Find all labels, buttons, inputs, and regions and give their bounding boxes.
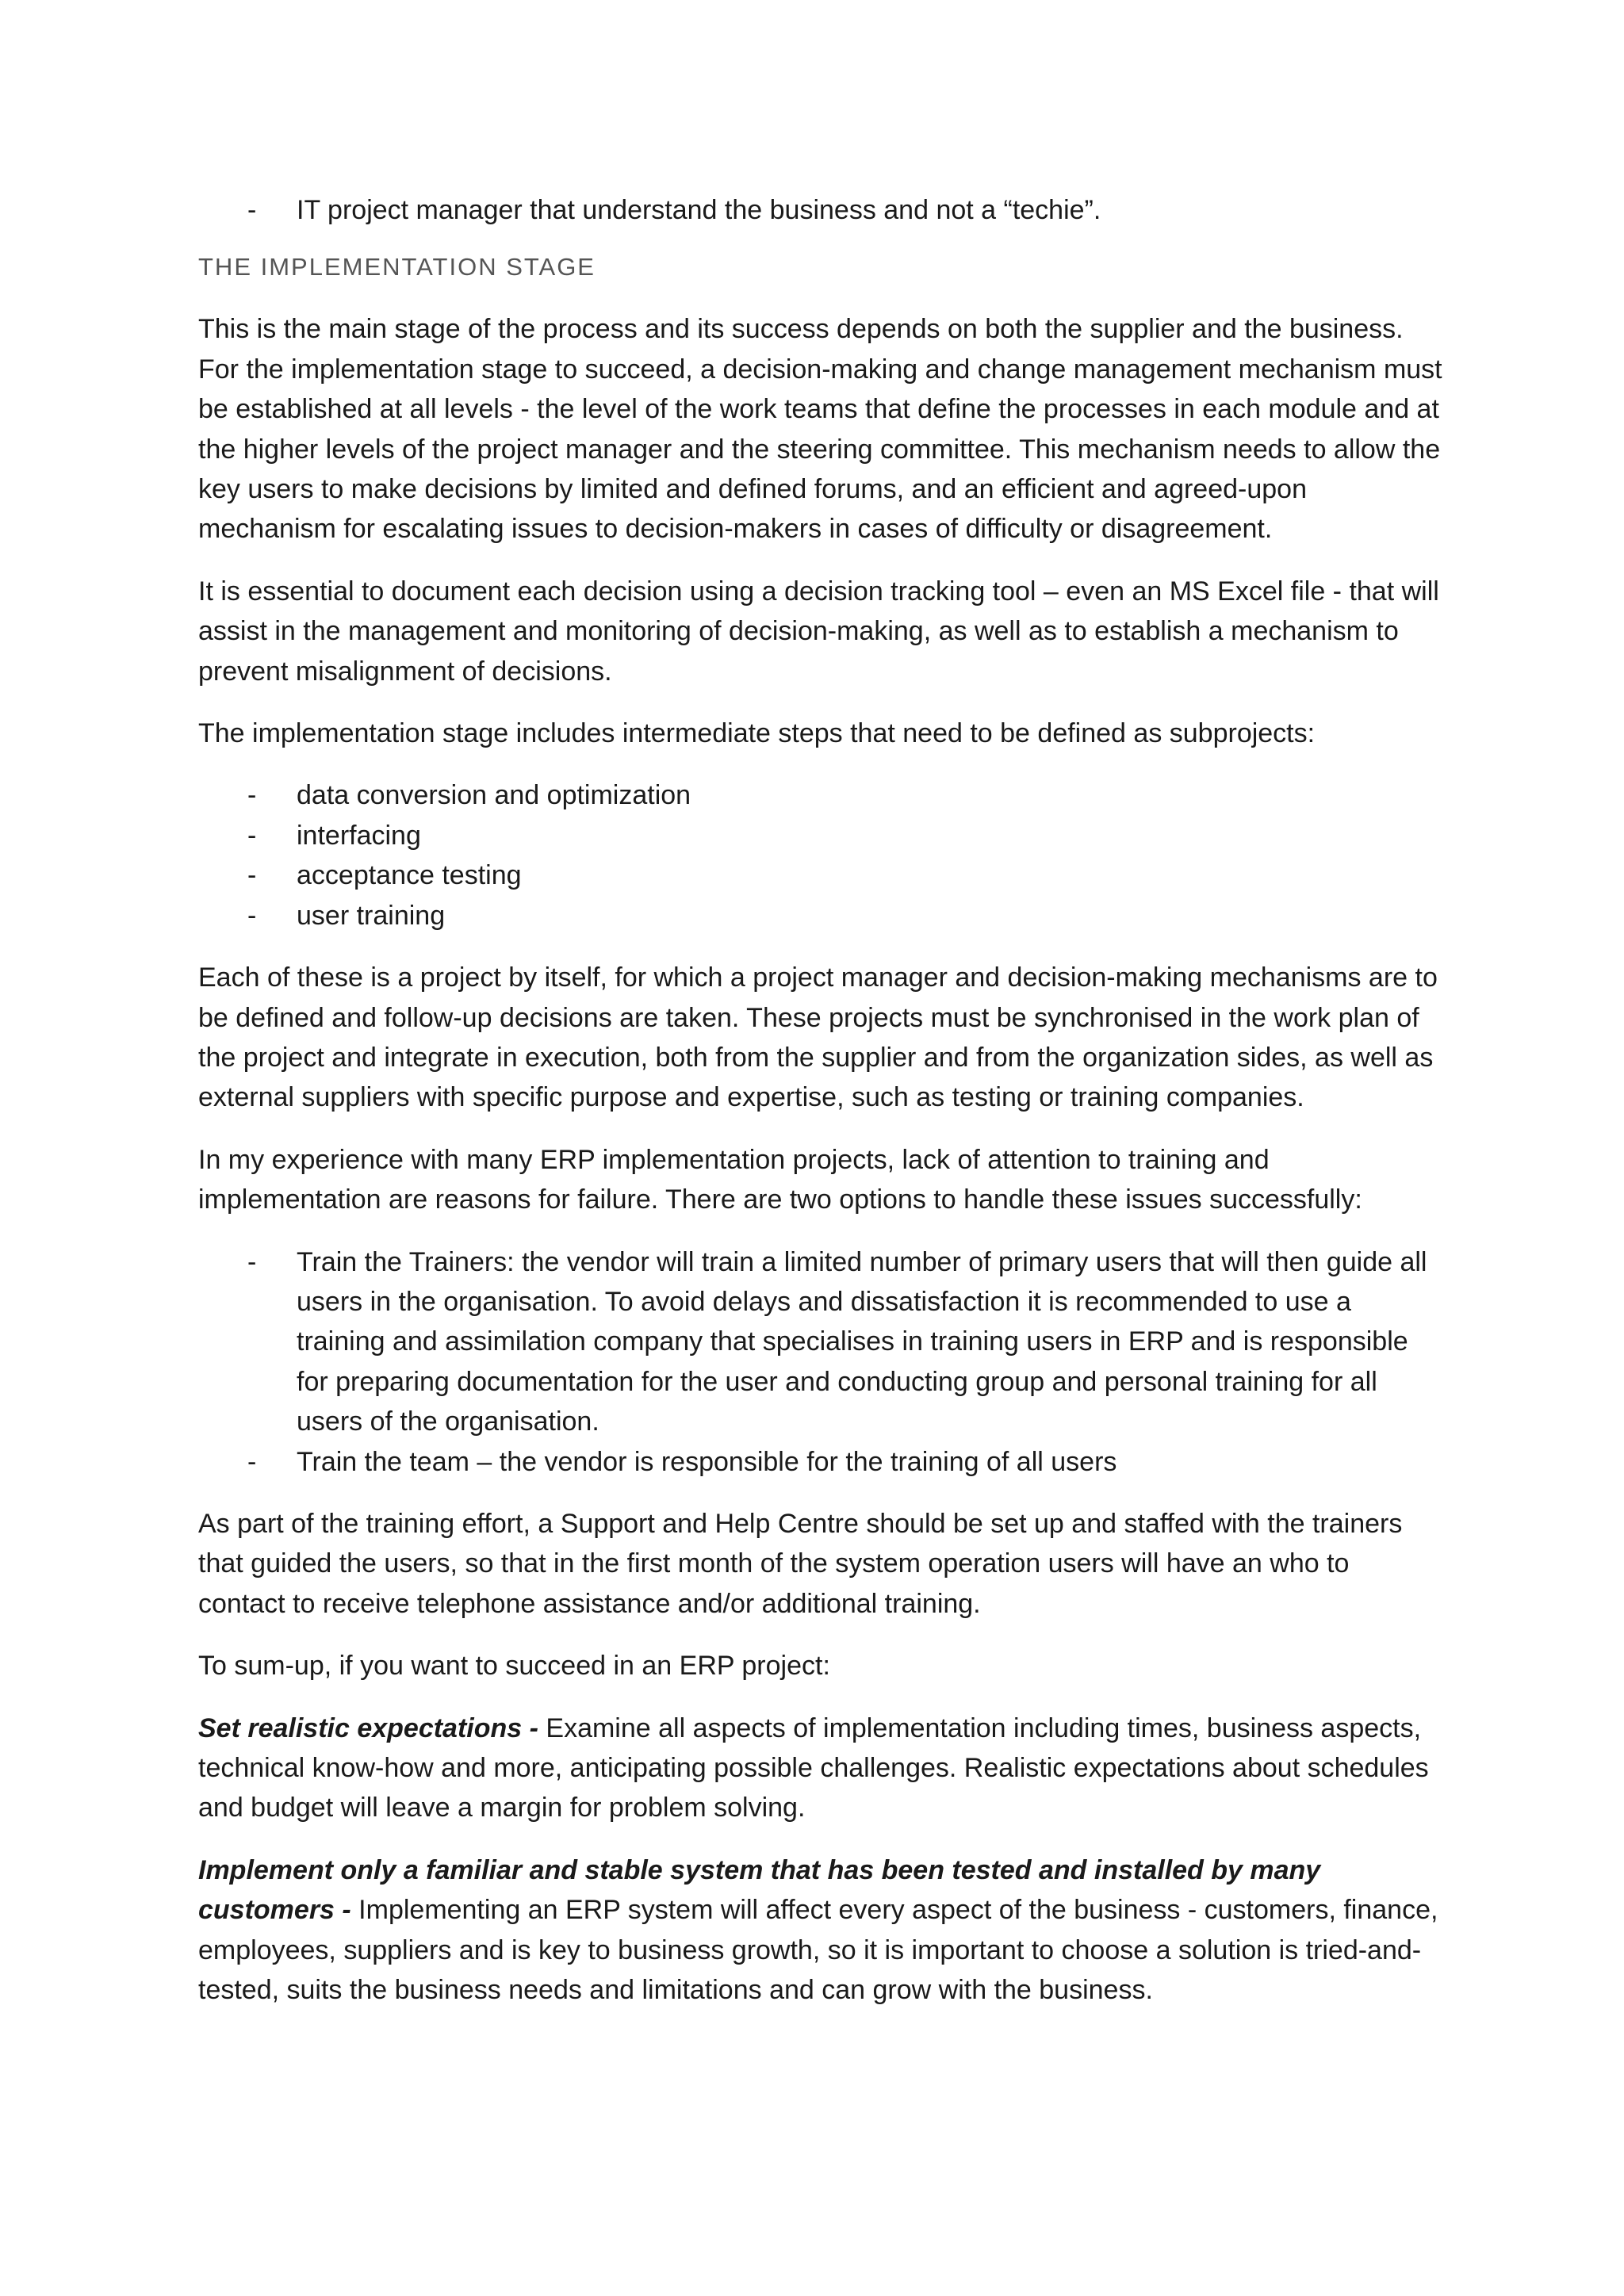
document-body xyxy=(198,190,1443,2032)
subprojects-list xyxy=(198,775,1443,936)
list-item-text: Train the Trainers: the vendor will train a limited number of primary users that will then guide all users in the organisation. To avoid delays and dissatisfaction it is recommended to use a training and assimilation company that specialises in training users in ERP and is responsible for preparing documentation for the user and conducting group and personal training for all users of the organisation. xyxy=(297,1246,1427,1437)
dash-bullet: - xyxy=(247,820,257,851)
list-item-text: data conversion and optimization xyxy=(297,780,691,811)
paragraph: Each of these is a project by itself, for which a project manager and decision-making mechanisms are to be defined and follow-up decisions are taken. These projects must be synchronised in the work plan of the project and integrate in execution, both from the supplier and from the organization sides, as well as external suppliers with specific purpose and expertise, such as testing or training companies. xyxy=(198,962,1438,1113)
dash-bullet: - xyxy=(247,860,257,891)
paragraph: The implementation stage includes intermediate steps that need to be defined as subprojects: xyxy=(198,718,1316,749)
dash-bullet: - xyxy=(247,1246,257,1277)
tip-paragraph xyxy=(198,1850,1443,2011)
tip-lead: Set realistic expectations - xyxy=(198,1712,538,1743)
list-item xyxy=(198,190,1443,230)
tip-paragraph xyxy=(198,1709,1443,1828)
paragraph: To sum-up, if you want to succeed in an ERP project: xyxy=(198,1651,830,1682)
paragraph: As part of the training effort, a Support and Help Centre should be set up and staffed with the trainers that guided the users, so that in the first month of the system operation users will have an who to contact to receive telephone assistance and/or additional training. xyxy=(198,1508,1403,1619)
paragraph: In my experience with many ERP implementation projects, lack of attention to training and implementation are reasons for failure. There are two options to handle these issues successfully: xyxy=(198,1144,1362,1215)
list-item-text: Train the team – the vendor is responsible for the training of all users xyxy=(297,1446,1117,1477)
dash-bullet: - xyxy=(247,195,257,225)
list-item-text: IT project manager that understand the business and not a “techie”. xyxy=(297,195,1101,225)
dash-bullet: - xyxy=(247,900,257,931)
paragraph: This is the main stage of the process and its success depends on both the supplier and the business. For the implementation stage to succeed, a decision-making and change management mechanism must be established at all levels - the level of the work teams that define the processes in each module and at the higher levels of the project manager and the steering committee. This mechanism needs to allow the key users to make decisions by limited and defined forums, and an efficient and agreed-upon mechanism for escalating issues to decision-makers in cases of difficulty or disagreement. xyxy=(198,314,1442,545)
dash-bullet: - xyxy=(247,1446,257,1477)
list-item xyxy=(198,1242,1443,1442)
project-manager-list xyxy=(198,190,1443,230)
tip-text: Examine all aspects of implementation including times, business aspects, technical know-how and more, anticipating possible challenges. Realistic expectations about schedules and budget will leave a margin for problem solving. xyxy=(198,1712,1429,1823)
section-heading: THE IMPLEMENTATION STAGE xyxy=(198,253,596,281)
list-item-text: user training xyxy=(297,900,446,931)
list-item xyxy=(198,896,1443,936)
dash-bullet: - xyxy=(247,780,257,811)
tip-text: Implementing an ERP system will affect every aspect of the business - customers, finance, employees, suppliers and is key to business growth, so it is important to choose a solution is tried-and-tested, suits the business needs and limitations and can grow with the business. xyxy=(198,1895,1438,2006)
list-item-text: interfacing xyxy=(297,820,421,851)
tip-lead: Implement only a familiar and stable system that has been tested and installed by many customers - xyxy=(198,1854,1321,1926)
list-item xyxy=(198,775,1443,815)
list-item xyxy=(198,855,1443,895)
paragraph: It is essential to document each decision using a decision tracking tool – even an MS Excel file - that will assist in the management and monitoring of decision-making, as well as to establish a mechanism to prevent misalignment of decisions. xyxy=(198,576,1439,687)
list-item xyxy=(198,1442,1443,1482)
training-options-list xyxy=(198,1242,1443,1482)
list-item xyxy=(198,816,1443,855)
list-item-text: acceptance testing xyxy=(297,860,522,891)
